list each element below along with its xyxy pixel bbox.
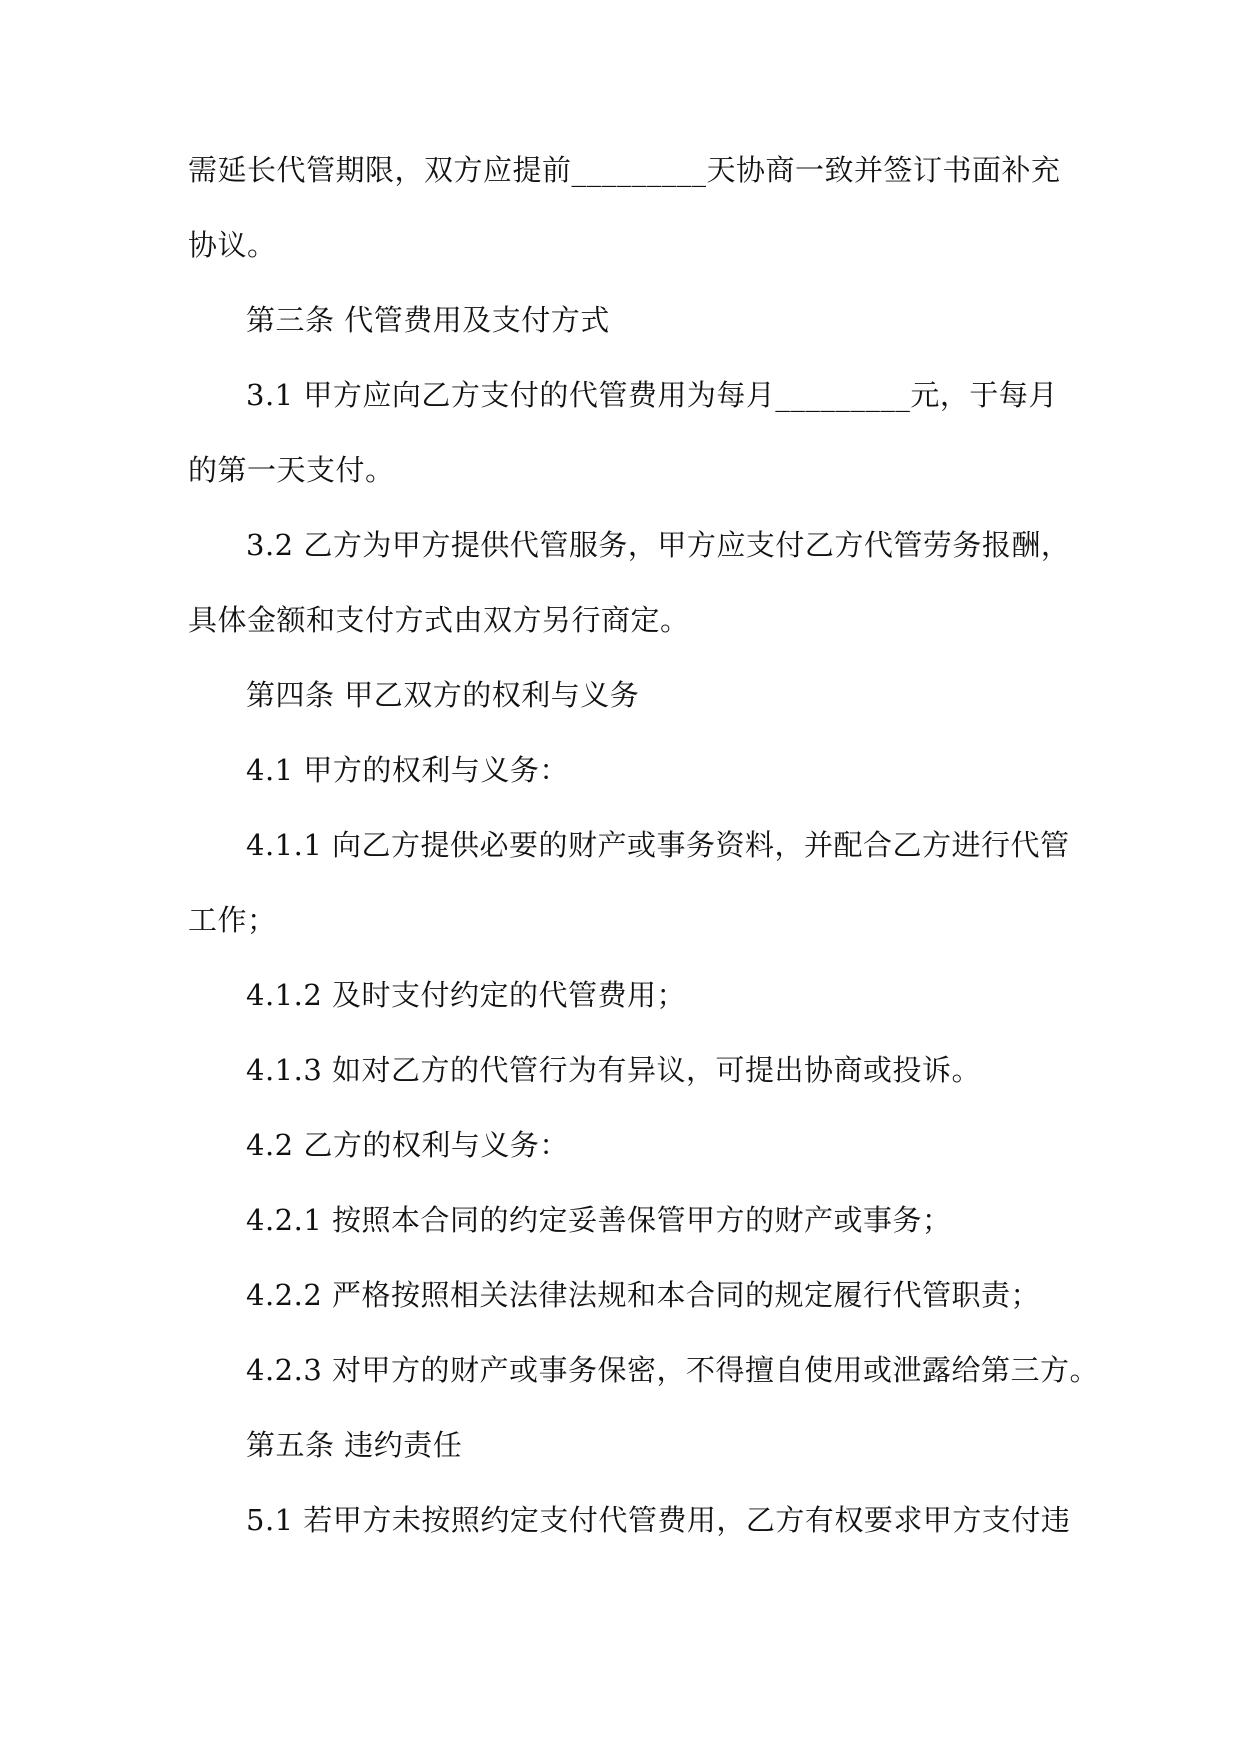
clause-line: 5.1 若甲方未按照约定支付代管费用，乙方有权要求甲方支付违	[246, 1503, 1071, 1537]
clause-line: 4.2 乙方的权利与义务：	[246, 1128, 569, 1162]
article-heading: 第三条 代管费用及支付方式	[246, 303, 610, 337]
clause-line: 3.1 甲方应向乙方支付的代管费用为每月_________元，于每月	[246, 378, 1058, 412]
clause-line: 3.2 乙方为甲方提供代管服务，甲方应支付乙方代管劳务报酬，	[246, 528, 1071, 562]
clause-line: 工作；	[188, 903, 277, 937]
paragraph-line: 协议。	[188, 228, 277, 262]
clause-line: 4.1.3 如对乙方的代管行为有异议，可提出协商或投诉。	[246, 1053, 982, 1087]
clause-line: 4.2.3 对甲方的财产或事务保密，不得擅自使用或泄露给第三方。	[246, 1353, 1100, 1387]
paragraph-line: 需延长代管期限，双方应提前_________天协商一致并签订书面补充	[188, 153, 1061, 187]
clause-line: 的第一天支付。	[188, 453, 395, 487]
clause-line: 4.1.2 及时支付约定的代管费用；	[246, 978, 687, 1012]
clause-line: 4.1.1 向乙方提供必要的财产或事务资料，并配合乙方进行代管	[246, 828, 1070, 862]
clause-line: 4.2.2 严格按照相关法律法规和本合同的规定履行代管职责；	[246, 1278, 1041, 1312]
article-heading: 第五条 违约责任	[246, 1428, 463, 1462]
article-heading: 第四条 甲乙双方的权利与义务	[246, 678, 640, 712]
clause-line: 4.2.1 按照本合同的约定妥善保管甲方的财产或事务；	[246, 1203, 952, 1237]
clause-line: 4.1 甲方的权利与义务：	[246, 753, 569, 787]
clause-line: 具体金额和支付方式由双方另行商定。	[188, 603, 690, 637]
